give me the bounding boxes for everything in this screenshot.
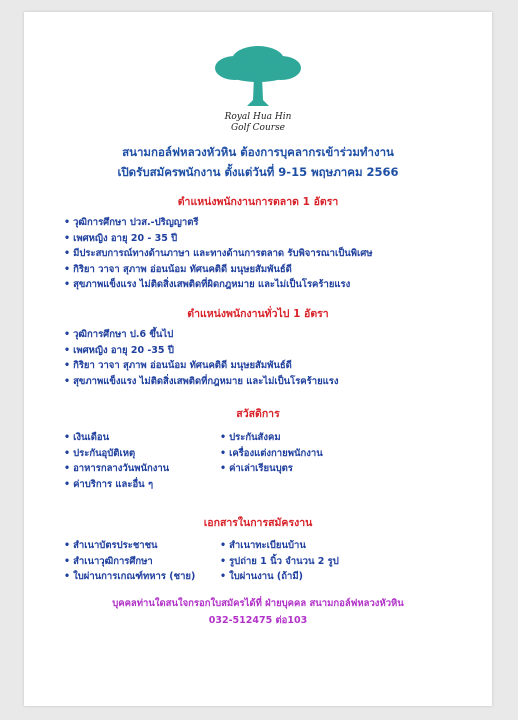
list-item: • อาหารกลางวันพนักงาน bbox=[64, 461, 169, 477]
documents-left bbox=[64, 538, 195, 585]
list-item: • ประกันสังคม bbox=[220, 430, 323, 446]
tree-icon bbox=[213, 42, 303, 112]
benefits-heading: สวัสดิการ bbox=[236, 408, 280, 420]
list-item: • สำเนาบัตรประชาชน bbox=[64, 538, 195, 554]
logo-text-line2: Golf Course bbox=[230, 123, 286, 133]
general-requirements bbox=[64, 327, 339, 389]
list-item: • มีประสบการณ์ทางด้านภาษา และทางด้านการตลาด รับพิจารณาเป็นพิเศษ bbox=[64, 246, 373, 262]
footer-contact: บุคคลท่านใดสนใจกรอกใบสมัครได้ที่ ฝ่ายบุคคล สนามกอล์ฟหลวงหัวหิน bbox=[112, 598, 404, 609]
documents-heading: เอกสารในการสมัครงาน bbox=[203, 517, 313, 529]
logo bbox=[24, 42, 492, 134]
benefits-right bbox=[220, 430, 323, 477]
list-item: • รูปถ่าย 1 นิ้ว จำนวน 2 รูป bbox=[220, 554, 339, 570]
list-item: • ใบผ่านงาน (ถ้ามี) bbox=[220, 569, 339, 585]
announcement-sheet bbox=[24, 12, 492, 706]
list-item: • สุขภาพแข็งแรง ไม่ติดสิ่งเสพติดที่ผิดกฎหมาย และไม่เป็นโรคร้ายแรง bbox=[64, 277, 373, 293]
list-item: • ค่าบริการ และอื่น ๆ bbox=[64, 477, 169, 493]
marketing-heading: ตำแหน่งพนักงานการตลาด 1 อัตรา bbox=[177, 196, 339, 208]
list-item: • สำเนาวุฒิการศึกษา bbox=[64, 554, 195, 570]
list-item: • ค่าเล่าเรียนบุตร bbox=[220, 461, 323, 477]
list-item: • สุขภาพแข็งแรง ไม่ติดสิ่งเสพติดที่กฎหมาย และไม่เป็นโรคร้ายแรง bbox=[64, 374, 339, 390]
list-item: • วุฒิการศึกษา ป.6 ขึ้นไป bbox=[64, 327, 339, 343]
documents-right bbox=[220, 538, 339, 585]
list-item: • วุฒิการศึกษา ปวส.-ปริญญาตรี bbox=[64, 215, 373, 231]
list-item: • เครื่องแต่งกายพนักงาน bbox=[220, 446, 323, 462]
list-item: • กิริยา วาจา สุภาพ อ่อนน้อม ทัศนคติดี มนุษยสัมพันธ์ดี bbox=[64, 358, 339, 374]
marketing-requirements bbox=[64, 215, 373, 293]
list-item: • เงินเดือน bbox=[64, 430, 169, 446]
list-item: • สำเนาทะเบียนบ้าน bbox=[220, 538, 339, 554]
logo-text-line1: Royal Hua Hin bbox=[224, 112, 292, 122]
list-item: • เพศหญิง อายุ 20 - 35 ปี bbox=[64, 231, 373, 247]
benefits-left bbox=[64, 430, 169, 492]
list-item: • เพศหญิง อายุ 20 -35 ปี bbox=[64, 343, 339, 359]
header-line1: สนามกอล์ฟหลวงหัวหิน ต้องการบุคลากรเข้าร่วมทำงาน bbox=[122, 145, 394, 159]
footer-phone: 032-512475 ต่อ103 bbox=[208, 615, 308, 626]
header-line2: เปิดรับสมัครพนักงาน ตั้งแต่วันที่ 9-15 พฤษภาคม 2566 bbox=[117, 165, 399, 179]
list-item: • ประกันอุบัติเหตุ bbox=[64, 446, 169, 462]
list-item: • ใบผ่านการเกณฑ์ทหาร (ชาย) bbox=[64, 569, 195, 585]
general-heading: ตำแหน่งพนักงานทั่วไป 1 อัตรา bbox=[187, 308, 329, 320]
list-item: • กิริยา วาจา สุภาพ อ่อนน้อม ทัศนคติดี มนุษยสัมพันธ์ดี bbox=[64, 262, 373, 278]
